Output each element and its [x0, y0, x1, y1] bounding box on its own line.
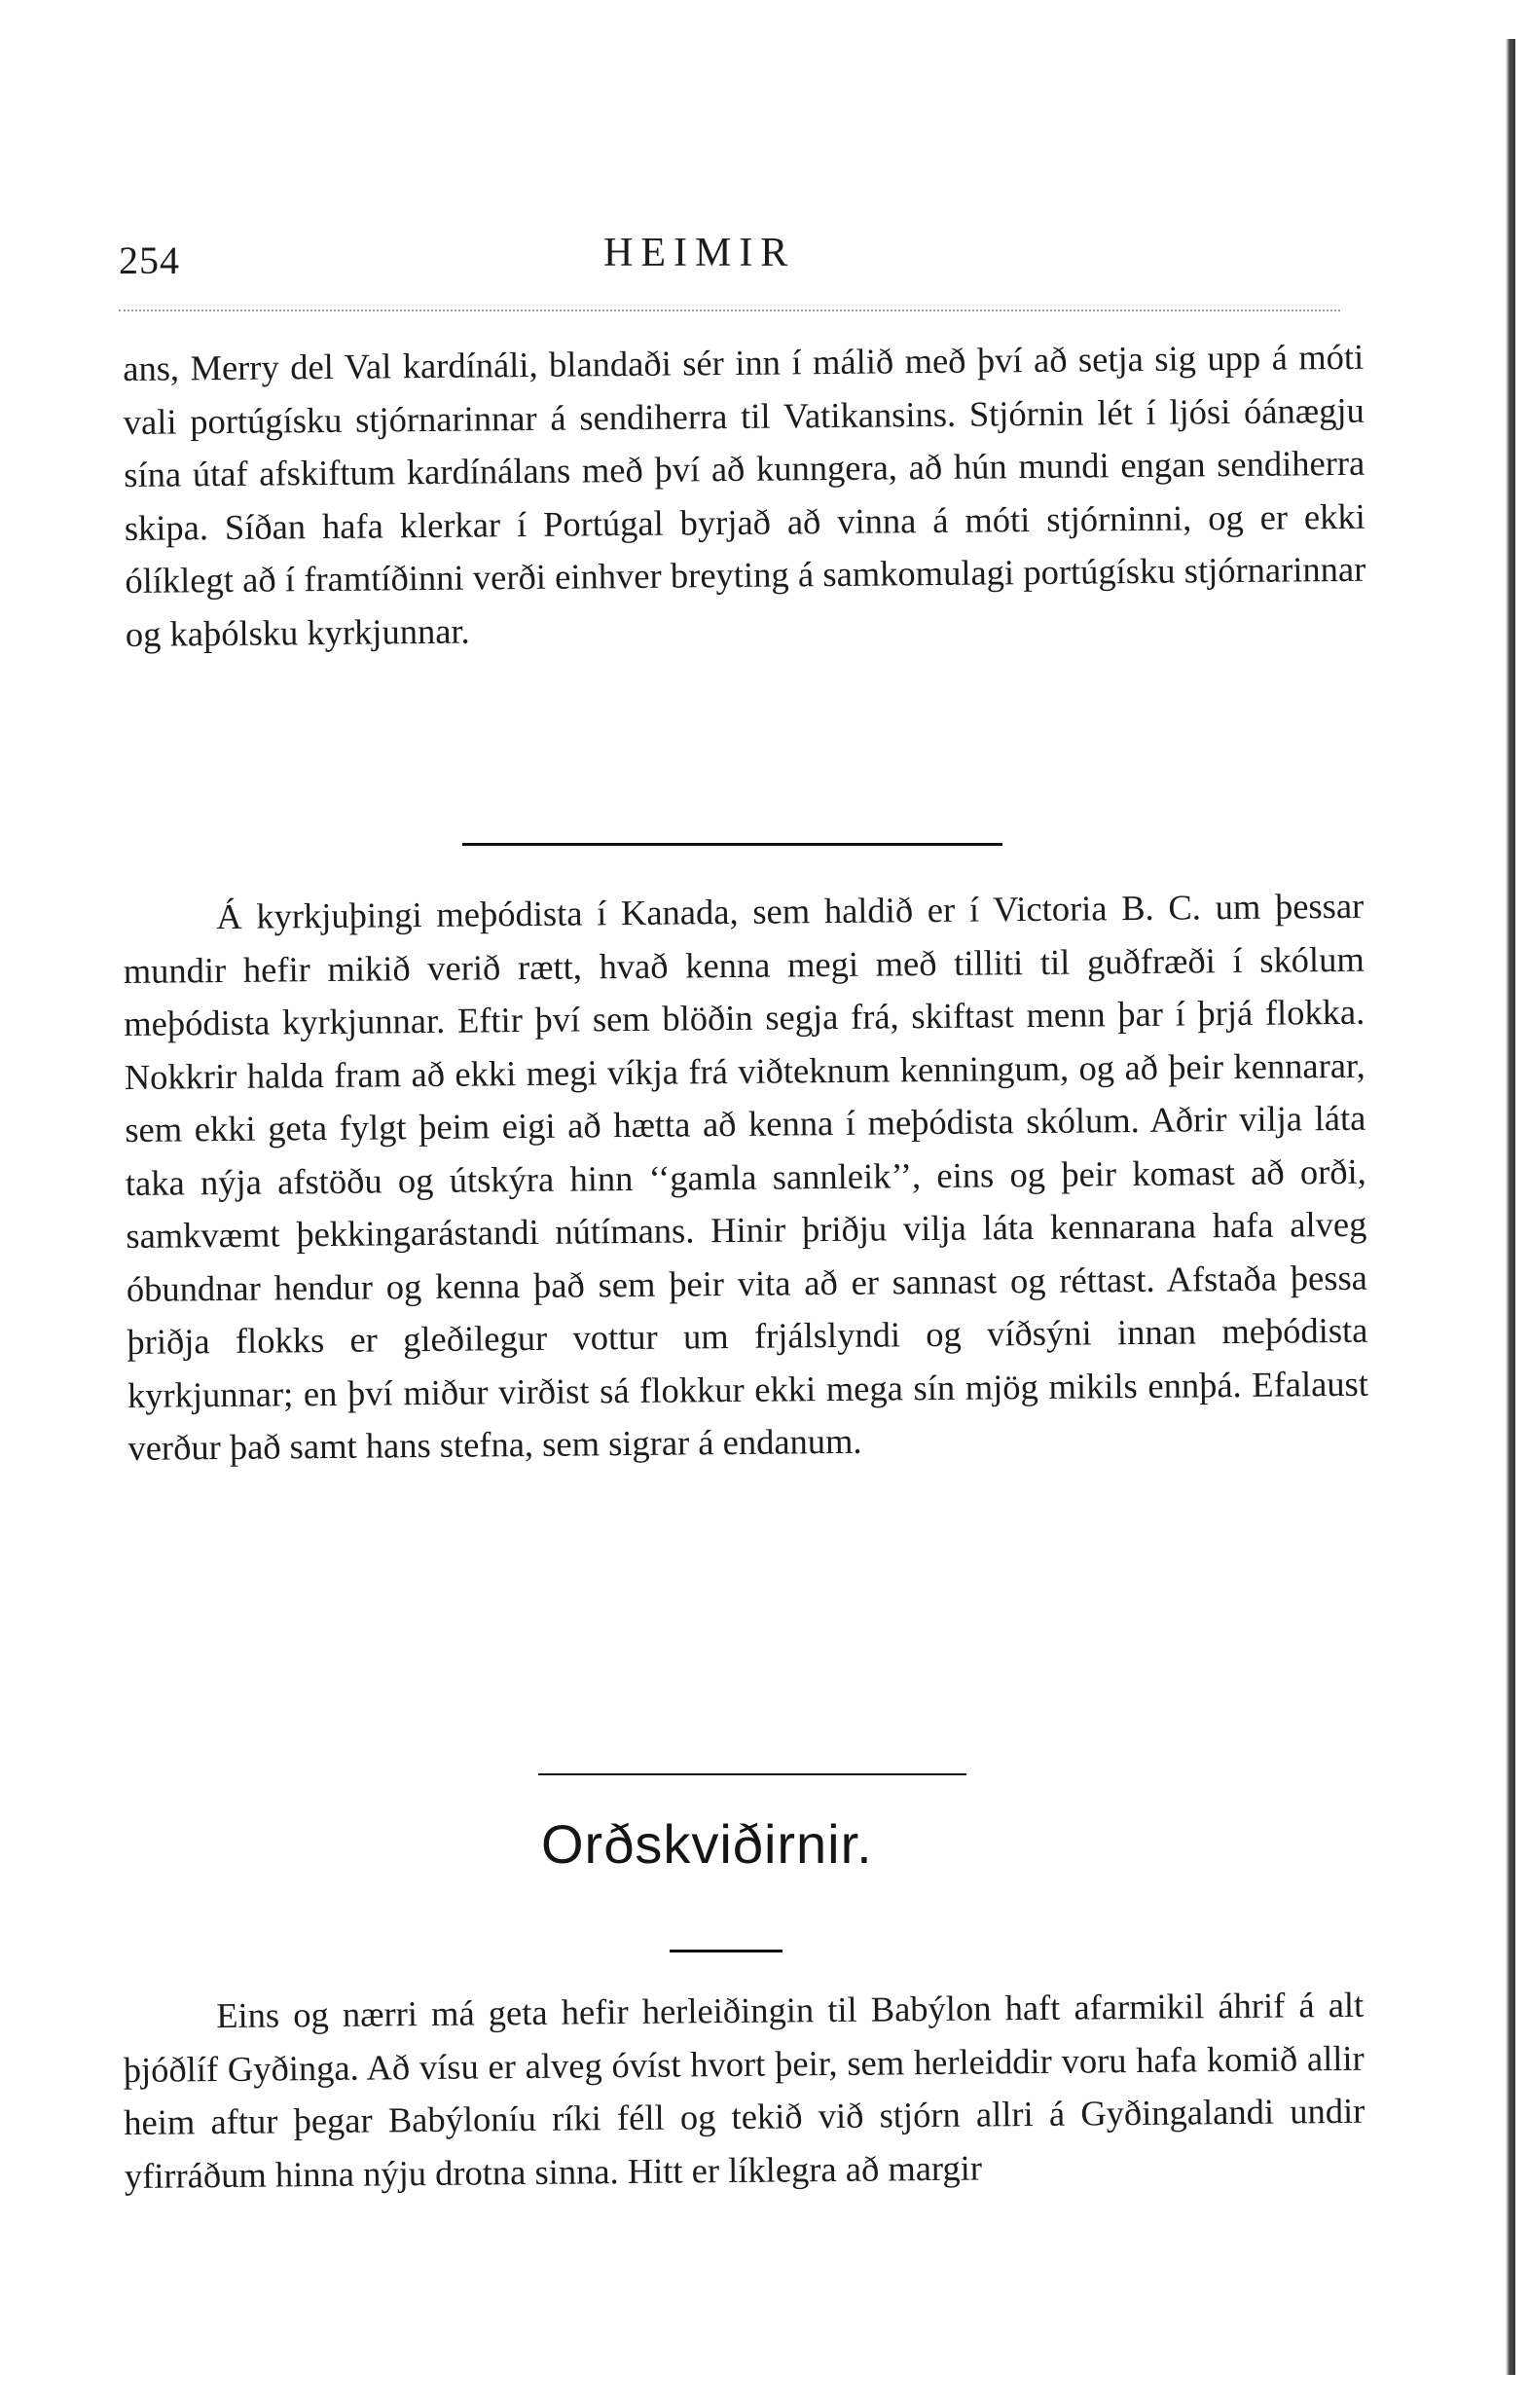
section-divider — [462, 843, 1002, 846]
paragraph-text: Á kyrkjuþingi meþódista í Kanada, sem haldið er í Victoria B. C. um þessar mundir hefir mikið verið rætt, hvað kenna megi með tilliti til guðfræði í skólum meþódista kyrkjunnar. Eftir því sem blöðin segja frá, skiftast menn þar í þrjá flokka. Nokkrir halda fram að ekki megi víkja frá viðteknum kenningum, og að þeir kennarar, sem ekki geta fylgt þeim eigi að hætta að kenna í meþódista skólum. Aðrir vilja láta taka nýja afstöðu og útskýra hinn ‘‘gamla sannleik’’, eins og þeir komast að orði, samkvæmt þekkingarástandi nútímans. Hinir þriðju vilja láta kennarana hafa alveg óbundnar hendur og kenna það sem þeir vita að er sannast og réttast. Afstaða þessa þriðja flokks er gleðilegur vottur um frjálslyndi og víðsýni innan meþódista kyrkjunnar; en því miður virðist sá flokkur ekki mega sín mjög mikils ennþá. Efalaust verður það samt hans stefna, sem sigrar á endanum. — [123, 885, 1369, 1468]
section-divider — [538, 1773, 966, 1775]
scan-shadow-edge — [1506, 39, 1515, 2375]
paragraph-continuation — [123, 331, 1366, 661]
running-header — [119, 230, 1340, 288]
running-title: HEIMIR — [603, 231, 796, 275]
section-heading: Orðskviðirnir. — [541, 1813, 873, 1875]
paragraph-proverbs-intro — [123, 1979, 1365, 2203]
page-number: 254 — [119, 238, 180, 282]
paragraph-text: Eins og nærri má geta hefir herleiðingin til Babýlon haft afarmikil áhrif á alt þjóðlíf Gyðinga. Að vísu er alveg óvíst hvort þeir, sem herleiddir voru hafa komið allir heim aftur þegar Babýloníu ríki féll og tekið við stjórn allri á Gyðingalandi undir yfirráðum hinna nýju drotna sinna. Hitt er líklegra að margir — [123, 1984, 1365, 2196]
paragraph-methodist-conference — [123, 880, 1369, 1476]
header-divider — [119, 310, 1340, 311]
paragraph-text: ans, Merry del Val kardínáli, blandaði sér inn í málið með því að setja sig upp á móti vali portúgísku stjórnarinnar á sendiherra til Vatikansins. Stjórnin lét í ljósi óánægju sína útaf afskiftum kardínálans með því að kunngera, að hún mundi engan sendiherra skipa. Síðan hafa klerkar í Portúgal byrjað að vinna á móti stjórninni, og er ekki ólíklegt að í framtíðinni verði einhver breyting á samkomulagi portúgísku stjórnarinnar og kaþólsku kyrkjunnar. — [123, 336, 1366, 654]
heading-underline — [670, 1950, 783, 1952]
